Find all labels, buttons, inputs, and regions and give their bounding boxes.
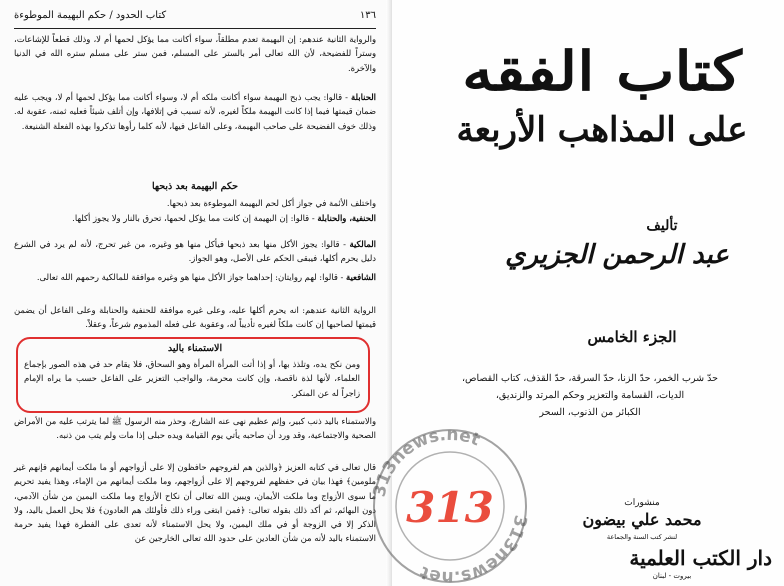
school-label: المالكية	[349, 239, 376, 249]
book-title: كتاب الفقه	[462, 39, 742, 103]
paragraph-4	[14, 211, 376, 225]
publisher-name: محمد علي بيضون	[582, 510, 702, 529]
paragraph-9: والاستمناء باليد ذنب كبير، وإثم عظيم نهى عنه الشارع، وحذر منه الرسول ﷺ لما يترتب عليه من الأمراض الصحية والاجتماعية، وقد ورد أن صاحبه يأتي يوم القيامة ويده حبلى إذا مات ولم يتب من ذنبه.	[14, 416, 376, 441]
publisher-city: بيروت - لبنان	[652, 572, 692, 580]
page-number: ١٣٦	[359, 10, 376, 21]
section-heading: حكم البهيمة بعد ذبحها	[151, 181, 239, 192]
paragraph-5	[14, 237, 376, 266]
seal-site-text: 313news.net	[417, 513, 531, 586]
paragraph-6	[14, 270, 376, 284]
school-label: الشافعية	[346, 272, 376, 282]
school-label: الحنابلة	[351, 92, 376, 102]
author-name: عبد الرحمن الجزيري	[505, 240, 729, 270]
section-heading-masturbation: الاستمناء باليد	[167, 343, 223, 354]
right-page	[392, 0, 784, 586]
paragraph-text: - قالوا: إن البهيمة إن كانت مما يؤكل لحمها، تحرق بالنار ولا يجوز أكلها.	[72, 213, 318, 223]
paragraph-1: والرواية الثانية عندهم: إن البهيمة تعدم مطلقاً، سواء أكانت مما يؤكل لحمها أم لا، وذلك قطعاً للإشاعات، وستراً للفضيحة، لأن الله تعالى أمر بالستر على المسلم، فمن ستر على مسلم ستره الله في الدنيا والآخرة.	[14, 34, 376, 73]
publisher-label: منشورات	[624, 498, 660, 508]
publisher-subtitle: لنشر كتب السنة والجماعة	[606, 533, 678, 541]
paragraph-text: - قالوا: يجب ذبح البهيمة سواء أكانت ملكه أم لا، وسواء أكانت مما يؤكل لحمها أم لا، ويجب عليه ضمان قيمتها فيما إذا كانت البهيمة ملكاً لغيره، لأنه تسبب في إتلافها، وإن أتلف شيئاً فعليه ثمنه، عقوبة له. وذلك خوف الفضيحة على صاحب البهيمة، وعلى الفاعل فيها، لأنه كلما رأوها تذكروا بهذه الفعلة الشنيعة.	[14, 92, 376, 131]
contents-line: الديات، القسامة والتعزير وحكم المرتد والزنديق،	[495, 390, 685, 401]
seal-site-text: 313news.net	[369, 424, 483, 499]
seal-number: 313	[406, 483, 494, 532]
volume-contents	[414, 370, 766, 421]
paragraph-2	[14, 90, 376, 133]
author-label: تأليف	[646, 218, 678, 234]
contents-line: الكبائر من الذنوب، السحر	[539, 407, 641, 418]
running-title: كتاب الحدود / حكم البهيمة الموطوءة	[14, 10, 167, 21]
paragraph-text: - قالوا: لهم روايتان: إحداهما جواز الأكل منها هو وغيره موافقة للمالكية رحمهم الله تعالى.	[36, 272, 347, 282]
paragraph-10: قال تعالى في كتابه العزيز ﴿والذين هم لفروجهم حافظون إلا على أزواجهم أو ما ملكت أيمانهم فإنهم غير ملومين﴾ فهذا بيان في حفظهم لفروجهم إلا على أزواجهم، وما ملكت أيمانهم من الإماء، وهذا يفيد تحريم ما سوى الأزواج وما ملكت الأيمان، ويبين الله تعالى أن نكاح الأزواج وما ملكت اليمين من شأن الآدمي، دون البهائم، ثم أكد ذلك بقوله تعالى: ﴿فمن ابتغى وراء ذلك فأولئك هم العادون﴾ فلا يحل العمل باليد، ولا الذكر إلا في الزوجة أو في ملك اليمين، ولا يحل الاستمناء لأنه تعدى على الفطرة فهذا يفيد حرمة الاستمناء باليد لأنه من شأن العادين على حدود الله تعالى الخارجين عن	[14, 462, 376, 544]
volume-label: الجزء الخامس	[587, 328, 677, 346]
paragraph-text: - قالوا: يجوز الأكل منها بعد ذبحها فيأكل منها هو وغيره، من غير تحرج، لأنه لم يرد في الشرع دليل يحرم أكلها، فيبقى الحكم على الأصل، وهو الجواز.	[14, 239, 376, 264]
highlighted-paragraph: ومن نكح يده، وتلذذ بها، أو إذا أتت المرأة المرأة وهو السحاق، فلا يقام حد في هذه الصور بإجماع العلماء، لأنها لذة ناقصة، وإن كانت محرمة، والواجب التعزير على الفاعل حسب ما يراه الإمام زاجراً له عن المنكر.	[24, 359, 360, 398]
school-label: الحنفية، والحنابلة	[317, 213, 376, 223]
publisher-house-logo: دار الكتب العلمية	[629, 546, 772, 570]
paragraph-7: الرواية الثانية عندهم: انه يحرم أكلها عليه، وعلى غيره موافقة للحنفية والحنابلة وعلى الفاعل أن يضمن قيمتها لصاحبها إن كانت ملكاً لغيره تأديباً له، وعقوبة على فعله المذموم شرعاً، وعقلاً.	[14, 305, 376, 330]
header-rule	[14, 28, 376, 29]
book-subtitle: على المذاهب الأربعة	[456, 110, 748, 150]
paragraph-3: واختلف الأئمة في جواز أكل لحم البهيمة الموطوءة بعد ذبحها.	[166, 198, 376, 208]
page-header	[14, 10, 376, 26]
contents-line: حدّ شرب الخمر، حدّ الزنا، حدّ السرقة، حدّ القذف، كتاب القصاص،	[461, 373, 719, 384]
